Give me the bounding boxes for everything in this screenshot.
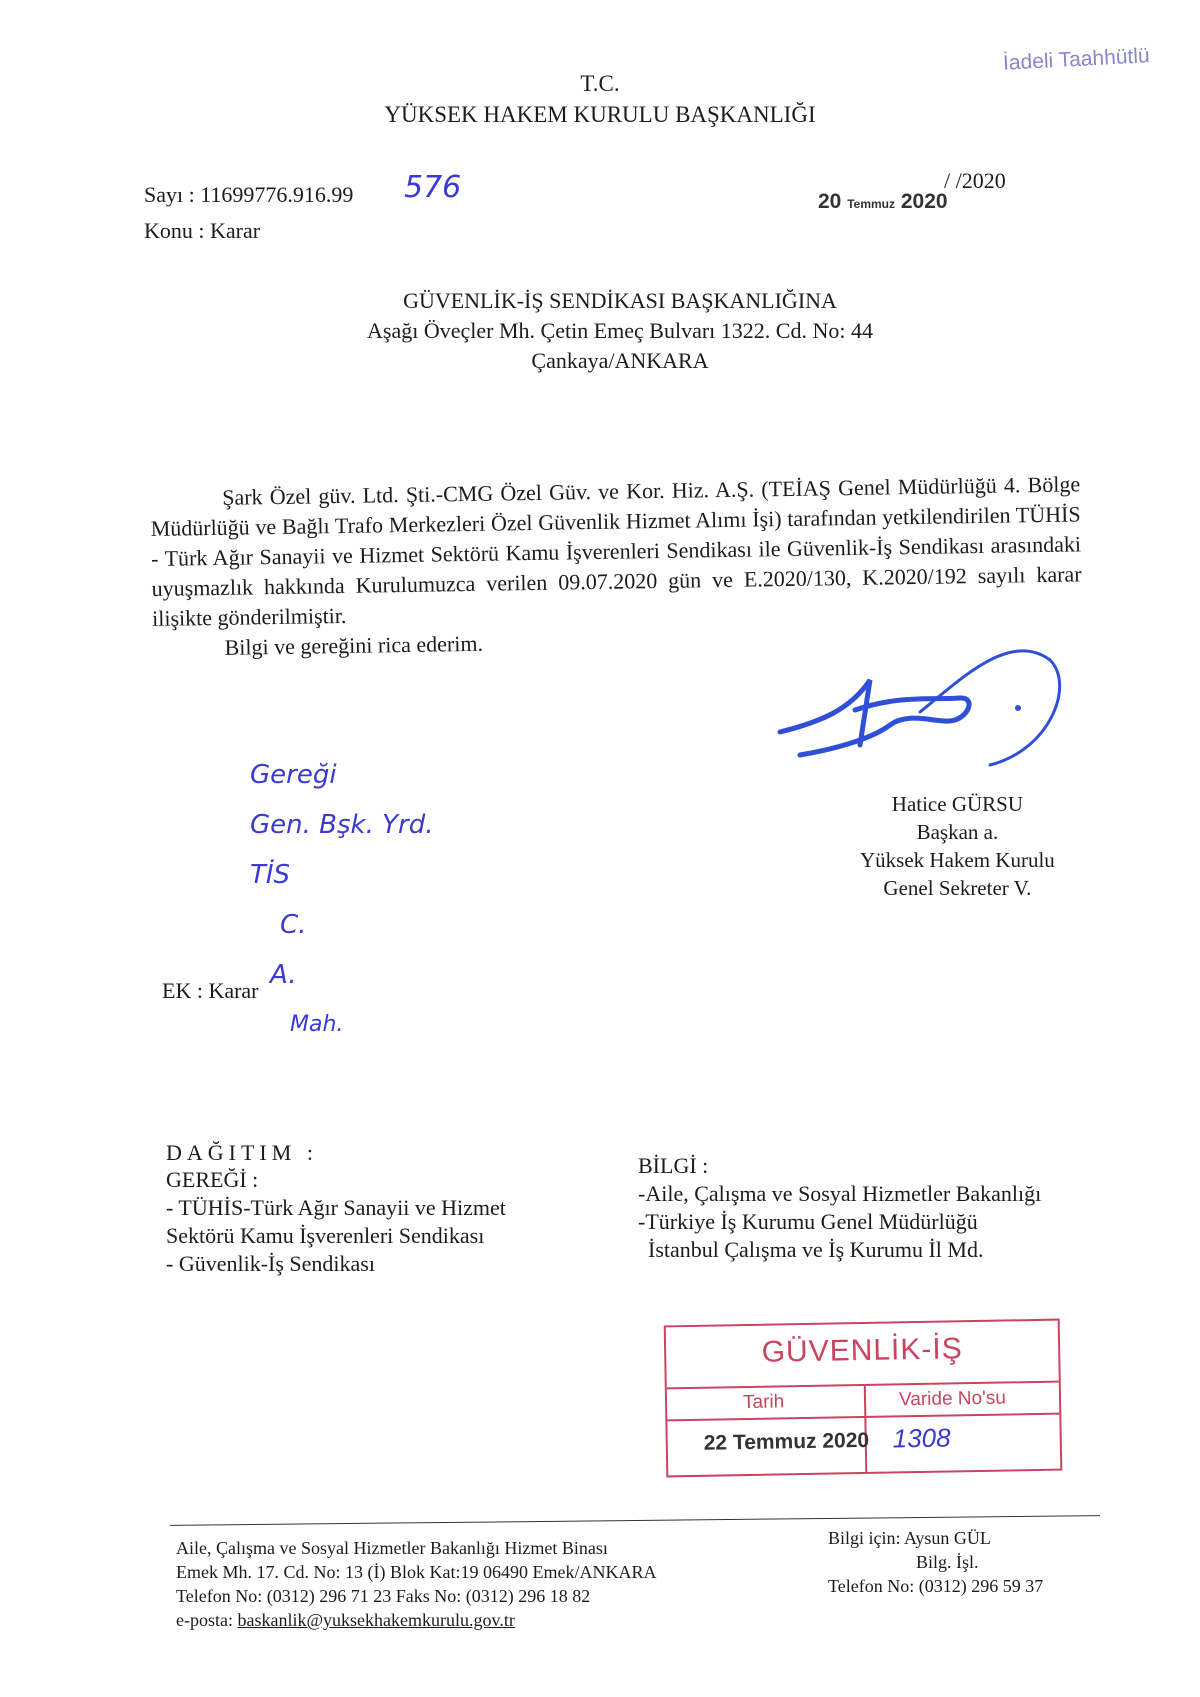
footer-email-link[interactable]: baskanlik@yuksekhakemkurulu.gov.tr xyxy=(237,1610,515,1630)
sayi-value: : 11699776.916.99 xyxy=(188,182,354,207)
konu-value: : Karar xyxy=(198,218,261,243)
footer-street: Emek Mh. 17. Cd. No: 13 (İ) Blok Kat:19 06490 Emek/ANKARA xyxy=(176,1562,657,1582)
note-line: Gereği xyxy=(250,760,337,790)
handwritten-signature xyxy=(760,640,1080,790)
list-item: - Güvenlik-İş Sendikası xyxy=(166,1251,375,1276)
sayi-label: Sayı xyxy=(144,182,184,207)
list-item: - TÜHİS-Türk Ağır Sanayii ve Hizmet xyxy=(166,1195,506,1220)
signer-title-1: Başkan a. xyxy=(916,820,999,844)
date-printed: / /2020 xyxy=(944,168,1006,193)
footer-rule xyxy=(170,1515,1100,1526)
note-line: TİS xyxy=(250,860,291,890)
list-item: İstanbul Çalışma ve İş Kurumu İl Md. xyxy=(648,1237,984,1262)
note-line: A. xyxy=(270,960,297,990)
sayi-handwritten-number: 576 xyxy=(404,170,462,205)
date-stamp xyxy=(818,190,948,214)
footer-building: Aile, Çalışma ve Sosyal Hizmetler Bakanlığı Hizmet Binası xyxy=(176,1538,608,1558)
reference-number xyxy=(144,182,353,208)
attachment-line xyxy=(162,978,259,1004)
body-closing: Bilgi ve gereğini rica ederim. xyxy=(224,630,484,660)
footer-contact-person: Bilgi için: Aysun GÜL xyxy=(828,1528,991,1548)
date-stamp-month: Temmuz xyxy=(847,197,895,211)
header-institution: YÜKSEK HAKEM KURULU BAŞKANLIĞI xyxy=(384,102,816,127)
list-item: Sektörü Kamu İşverenleri Sendikası xyxy=(166,1223,485,1248)
footer-contact-role: Bilg. İşl. xyxy=(916,1552,979,1572)
subject-line xyxy=(144,218,260,244)
attachment-value: : Karar xyxy=(196,978,259,1003)
receipt-stamp xyxy=(664,1319,1063,1478)
receipt-date-label: Tarih xyxy=(742,1391,785,1414)
attachment-label: EK xyxy=(162,978,192,1003)
footer-contact-phone: Telefon No: (0312) 296 59 37 xyxy=(828,1576,1044,1596)
konu-label: Konu xyxy=(144,218,193,243)
header-tc: T.C. xyxy=(580,71,620,96)
bilgi-label: BİLGİ : xyxy=(638,1153,709,1178)
footer-contact xyxy=(828,1526,1043,1598)
letter-body xyxy=(150,469,1083,664)
footer-address xyxy=(176,1536,656,1632)
list-item: -Türkiye İş Kurumu Genel Müdürlüğü xyxy=(638,1209,978,1234)
addressee-name: GÜVENLİK-İŞ SENDİKASI BAŞKANLIĞINA xyxy=(403,288,837,313)
distribution-title: DAĞITIM : xyxy=(166,1140,318,1165)
date-stamp-day: 20 xyxy=(818,190,842,213)
receipt-date-value: 22 Temmuz 2020 xyxy=(703,1428,870,1455)
note-line: C. xyxy=(280,910,307,940)
receipt-number-value: 1308 xyxy=(892,1422,951,1454)
handwritten-notes xyxy=(250,750,433,1050)
addressee-city: Çankaya/ANKARA xyxy=(531,348,709,373)
addressee-street: Aşağı Öveçler Mh. Çetin Emeç Bulvarı 1322. Cd. No: 44 xyxy=(367,318,873,343)
registered-mail-stamp: İadeli Taahhütlü xyxy=(1002,44,1151,75)
receipt-number-label: Varide No'su xyxy=(898,1387,1006,1411)
addressee-block xyxy=(300,286,940,376)
letter-header xyxy=(0,68,1200,130)
footer-phone: Telefon No: (0312) 296 71 23 Faks No: (0312) 296 18 82 xyxy=(176,1586,591,1606)
footer-email-row xyxy=(176,1608,656,1632)
distribution-action xyxy=(166,1166,506,1278)
note-line: Mah. xyxy=(290,1012,344,1037)
geregi-label: GEREĞİ : xyxy=(166,1167,259,1192)
signer-block xyxy=(860,790,1055,902)
list-item: -Aile, Çalışma ve Sosyal Hizmetler Bakanlığı xyxy=(638,1181,1042,1206)
distribution-info xyxy=(638,1152,1041,1264)
footer-email-label: e-posta: xyxy=(176,1610,233,1630)
receipt-stamp-org: GÜVENLİK-İŞ xyxy=(761,1332,963,1369)
date-stamp-year: 2020 xyxy=(900,190,948,213)
note-line: Gen. Bşk. Yrd. xyxy=(250,810,434,840)
signer-title-3: Genel Sekreter V. xyxy=(883,876,1032,900)
signer-name: Hatice GÜRSU xyxy=(891,792,1024,816)
signer-title-2: Yüksek Hakem Kurulu xyxy=(860,848,1055,872)
body-paragraph: Şark Özel güv. Ltd. Şti.-CMG Özel Güv. ve Kor. Hiz. A.Ş. (TEİAŞ Genel Müdürlüğü 4. Bölge Müdürlüğü ve Bağlı Trafo Merkezleri Özel Güvenlik Hizmet Alımı İşi) tarafından yetkilendirilen TÜHİS - Türk Ağır Sanayii ve Hizmet Sektörü Kamu İşverenleri Sendikası ile Güvenlik-İş Sendikası arasındaki uyuşmazlık hakkında Kurulumuzca verilen 09.07.2020 gün ve E.2020/130, K.2020/192 sayılı karar ilişikte gönderilmiştir. xyxy=(150,471,1082,631)
